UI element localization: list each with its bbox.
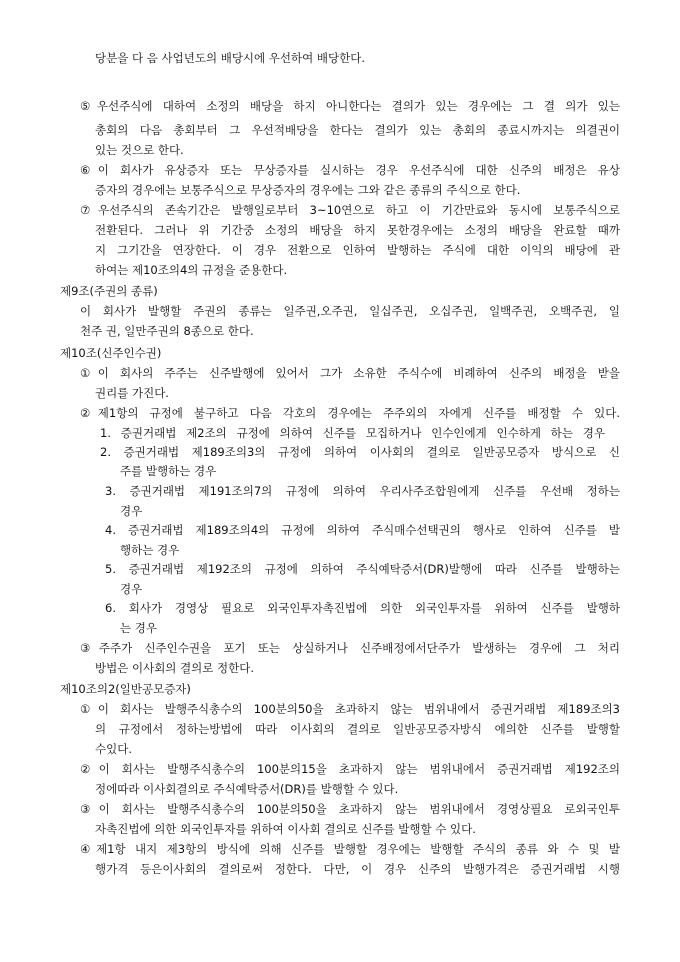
text-line: 권리를 가진다. xyxy=(95,386,169,400)
text-line: 1. 증권거래법 제2조의 규정에 의하여 신주를 모집하거나 인수인에게 인수하게 하는 경우 xyxy=(100,426,605,440)
text-line: 하여는 제10조의4의 규정을 준용한다. xyxy=(95,263,288,277)
text-line: 수있다. xyxy=(95,742,132,756)
text-line: ③이 회사는 발행주식총수의 100분의50을 초과하지 않는 범위내에서 경영상필요 로외국인투 xyxy=(80,802,620,816)
text-line: 천주 권, 일만주권의 8종으로 한다. xyxy=(80,324,254,338)
text-line: 증자의 경우에는 보통주식으로 무상증자의 경우에는 그와 같은 종류의 주식으로 한다. xyxy=(95,183,521,197)
text-line: 제10조(신주인수권) xyxy=(60,346,162,360)
text-line: ①이 회사의 주주는 신주발행에 있어서 그가 소유한 주식수에 비례하여 신주의 배정을 받을 xyxy=(80,366,620,380)
text-line: 제9조(주권의 종류) xyxy=(60,284,158,298)
text-line: 방법은 이사회의 결의로 정한다. xyxy=(95,661,255,675)
text-line: ⑥이 회사가 유상증자 또는 무상증자를 실시하는 경우 우선주식에 대한 신주의 배정은 유상 xyxy=(80,163,620,177)
text-line: 제10조의2(일반공모증자) xyxy=(60,682,191,696)
text-line: 의 규정에서 정하는방법에 따라 이사회의 결의로 일반공모증자방식 에의한 신주를 발행할 xyxy=(95,722,620,736)
text-line: ⑤우선주식에 대하여 소정의 배당을 하지 아니한다는 결의가 있는 경우에는 그 결 의가 있는 xyxy=(80,99,620,113)
text-line: 총회의 다음 총회부터 그 우선적배당을 한다는 결의가 있는 총회의 종료시까지는 의결권이 xyxy=(95,123,620,137)
text-line: ④제1항 내지 제3항의 방식에 의해 신주를 발행할 경우에는 발행할 주식의 종류 와 수 및 발 xyxy=(80,842,620,856)
text-line: 경우 xyxy=(120,504,143,518)
text-line: 6. 회사가 경영상 필요로 외국인투자촉진법에 의한 외국인투자를 위하여 신주를 발행하 xyxy=(105,601,620,615)
text-line: 2. 증권거래법 제189조의3의 규정에 의하여 이사회의 결의로 일반공모증자 방식으로 신 xyxy=(100,445,620,459)
text-line: 있는 것으로 한다. xyxy=(95,143,184,157)
text-line: 주를 발행하는 경우 xyxy=(120,464,217,478)
text-line: 이 회사가 발행할 주권의 종류는 일주권,오주권, 일십주권, 오십주권, 일백주권, 오백주권, 일 xyxy=(80,304,620,318)
text-line: 는 경우 xyxy=(120,621,157,635)
text-line: 경우 xyxy=(120,582,143,596)
text-line: 행가격 등은이사회의 결의로써 정한다. 다만, 이 경우 신주의 발행가격은 증권거래법 시행 xyxy=(95,862,620,876)
text-line: ②제1항의 규정에 불구하고 다음 각호의 경우에는 주주외의 자에게 신주를 배정할 수 있다. xyxy=(80,406,620,420)
text-line: 당분을 다 음 사업년도의 배당시에 우선하여 배당한다. xyxy=(95,51,365,65)
text-line: 지 그기간을 연장한다. 이 경우 전환으로 인하여 발행하는 주식에 대한 이익의 배당에 관 xyxy=(95,243,620,257)
text-line: 자촉진법에 의한 외국인투자를 위하여 이사회 결의로 신주를 발행할 수 있다. xyxy=(95,822,476,836)
text-line: 정에따라 이사회결의로 주식예탁증서(DR)를 발행할 수 있다. xyxy=(95,782,399,796)
text-line: 3. 증권거래법 제191조의7의 규정에 의하여 우리사주조합원에게 신주를 우선배 정하는 xyxy=(105,484,620,498)
text-line: ⑦우선주식의 존속기간은 발행일로부터 3~10연으로 하고 이 기간만료와 동시에 보통주식으로 xyxy=(80,203,620,217)
text-line: ②이 회사는 발행주식총수의 100분의15을 초과하지 않는 범위내에서 증권거래법 제192조의 xyxy=(80,762,620,776)
text-line: ③주주가 신주인수권을 포기 또는 상실하거나 신주배정에서단주가 발생하는 경우에 그 처리 xyxy=(80,641,620,655)
text-line: 5. 증권거래법 제192조의 규정에 의하여 주식예탁증서(DR)발행에 따라 신주를 발행하는 xyxy=(105,562,620,576)
text-line: 행하는 경우 xyxy=(120,543,180,557)
text-line: ①이 회사는 발행주식총수의 100분의50을 초과하지 않는 범위내에서 증권거래법 제189조의3 xyxy=(80,702,620,716)
text-line: 4. 증권거래법 제189조의4의 규정에 의하여 주식매수선택권의 행사로 인하여 신주를 발 xyxy=(105,523,620,537)
text-line: 전환된다. 그러나 위 기간중 소정의 배당을 하지 못한경우에는 소정의 배당을 완료할 때까 xyxy=(95,223,620,237)
